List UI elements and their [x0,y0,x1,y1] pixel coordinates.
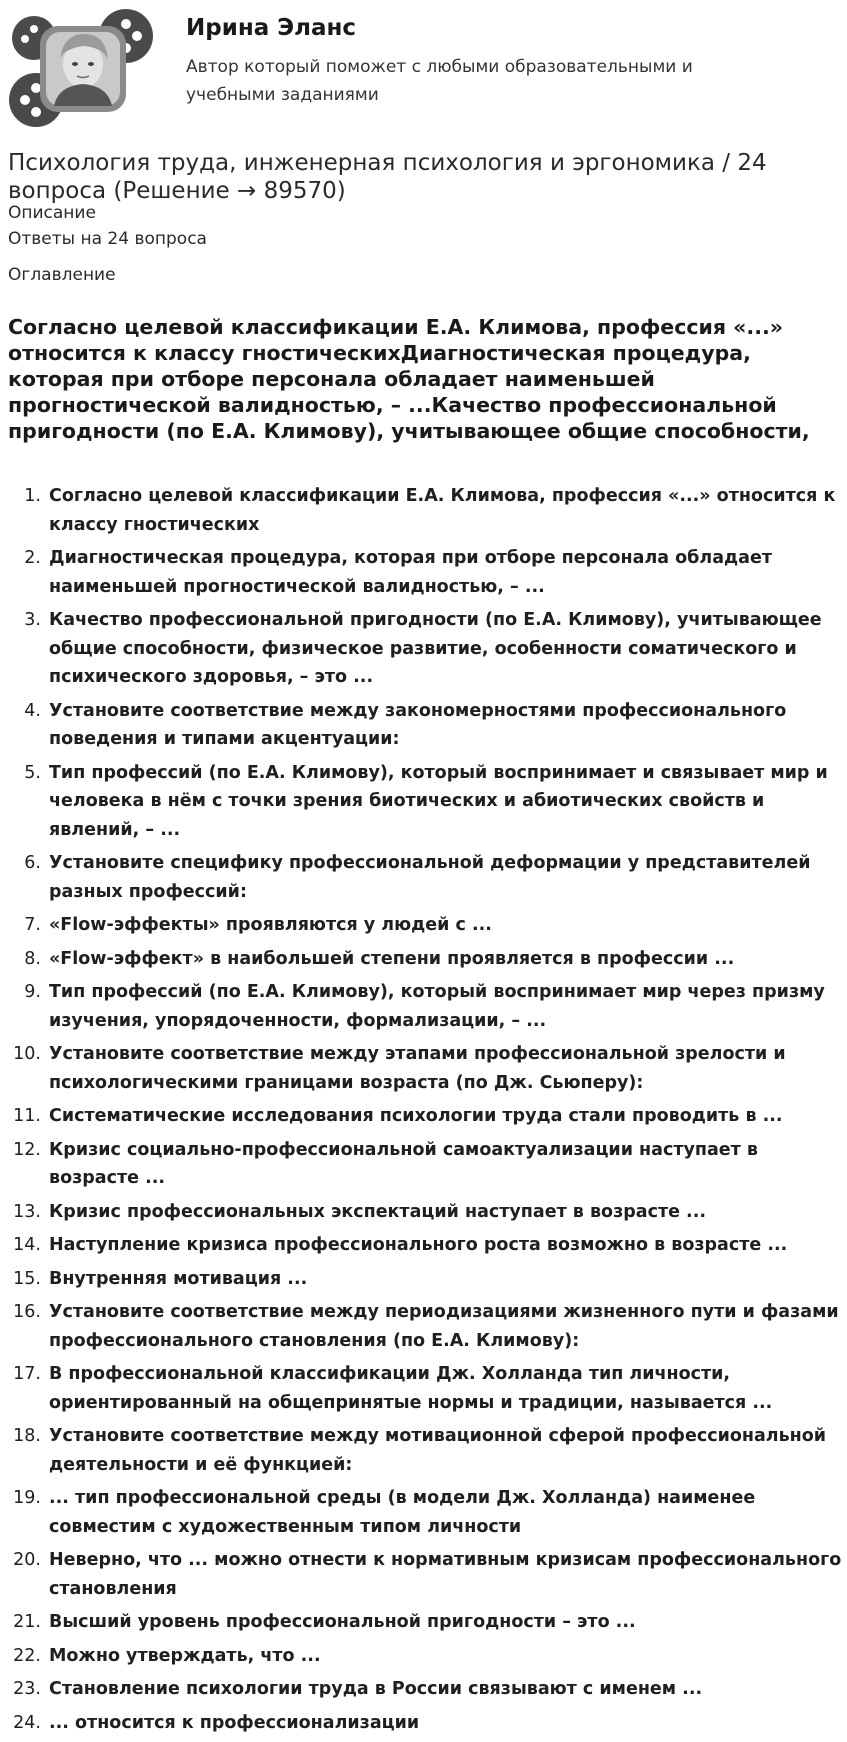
toc-item-number: 11. [13,1106,41,1126]
toc-list [8,482,843,1742]
toc-item-number: 20. [13,1550,41,1570]
author-avatar[interactable] [8,8,154,128]
toc-item-text: ... относится к профессионализации [49,1712,420,1733]
toc-item-number: 1. [24,486,41,506]
toc-item-text: Систематические исследования психологии труда стали проводить в ... [49,1106,783,1126]
toc-item-number: 13. [13,1201,41,1222]
toc-item [8,911,843,940]
toc-item [8,1040,843,1097]
toc-item-number: 4. [24,700,41,721]
toc-item-number: 8. [24,948,41,969]
toc-item-text: Наступление кризиса профессионального роста возможно в возрасте ... [49,1235,788,1255]
toc-item-number: 6. [24,853,41,873]
toc-item-text: Становление психологии труда в России связывают с именем ... [49,1679,703,1699]
toc-item [8,697,843,754]
toc-item-text: ... тип профессиональной среды (в модели Дж. Холланда) наименее совместим с художественным типом личности [49,1488,756,1537]
toc-item [8,759,843,845]
toc-item [8,1231,843,1260]
author-description: Автор который поможет с любыми образовательными и учебными заданиями [186,57,693,105]
toc-item [8,1360,843,1417]
toc-item-text: Высший уровень профессиональной пригодности – это ... [49,1612,636,1632]
toc-item [8,1422,843,1479]
toc-item-text: Установите соответствие между мотивационной сферой профессиональной деятельности и её функцией: [49,1426,827,1475]
toc-item-text: В профессиональной классификации Дж. Холланда тип личности, ориентированный на общепринятые нормы и традиции, называется ... [49,1364,773,1413]
toc-item-text: Качество профессиональной пригодности (по Е.А. Климову), учитывающее общие способности, физическое развитие, особенности соматического и психического здоровья, – это ... [49,610,822,687]
toc-item-number: 18. [13,1426,41,1446]
toc-item-number: 19. [13,1488,41,1508]
toc-item-number: 7. [24,915,41,935]
toc-item-number: 10. [13,1044,41,1064]
toc-item-number: 5. [24,762,41,783]
toc-item-text: Установите соответствие между периодизациями жизненного пути и фазами профессионального становления (по Е.А. Климову): [49,1302,839,1351]
toc-item-number: 17. [13,1364,41,1384]
toc-item [8,945,843,974]
toc-item-text: Установите соответствие между закономерностями профессионального поведения и типами акцентуации: [49,700,787,749]
toc-item-number: 22. [13,1645,41,1666]
toc-item-text: Можно утверждать, что ... [49,1645,321,1666]
toc-item-text: «Flow-эффекты» проявляются у людей с ... [49,915,492,935]
toc-item [8,1484,843,1541]
toc-item-number: 2. [24,548,41,568]
toc-item-text: Установите соответствие между этапами профессиональной зрелости и психологическими границами возраста (по Дж. Сьюперу): [49,1044,786,1093]
toc-item-text: Диагностическая процедура, которая при отборе персонала обладает наименьшей прогностической валидностью, – ... [49,548,772,597]
toc-item-number: 9. [24,982,41,1002]
author-card [8,8,838,128]
toc-item [8,1608,843,1637]
toc-item-number: 15. [13,1268,41,1289]
toc-item [8,978,843,1035]
toc-item [8,482,843,539]
toc-item [8,1546,843,1603]
toc-item-number: 21. [13,1612,41,1632]
toc-item-text: Тип профессий (по Е.А. Климову), который воспринимает мир через призму изучения, упорядоченности, формализации, – ... [49,982,825,1031]
toc-summary: Согласно целевой классификации Е.А. Климова, профессия «...» относится к классу гностическихДиагностическая процедура, которая при отборе персонала обладает наименьшей прогностической валидностью, – ...Качество профессиональной пригодности (по Е.А. Климову), учитывающее общие способности, [8,315,810,443]
toc-item-text: Кризис социально-профессиональной самоактуализации наступает в возрасте ... [49,1139,758,1188]
toc-item [8,1136,843,1193]
toc-item-text: Установите специфику профессиональной деформации у представителей разных профессий: [49,853,811,902]
toc-item-number: 24. [13,1712,41,1733]
toc-item-number: 16. [13,1302,41,1322]
toc-item-text: Тип профессий (по Е.А. Климову), который воспринимает и связывает мир и человека в нём с точки зрения биотических и абиотических свойств и явлений, – ... [49,762,828,840]
toc-item-text: Согласно целевой классификации Е.А. Климова, профессия «...» относится к классу гностических [49,486,836,535]
toc-item-number: 3. [24,610,41,630]
toc-label: Оглавление [8,265,116,285]
toc-item-number: 23. [13,1679,41,1699]
toc-item [8,1265,843,1294]
description-label: Описание [8,203,96,223]
toc-item [8,544,843,601]
description-text: Ответы на 24 вопроса [8,229,207,249]
page-title: Психология труда, инженерная психология и эргономика / 24 вопроса (Решение → 89570) [8,150,767,204]
toc-item [8,1198,843,1227]
toc-item-text: Внутренняя мотивация ... [49,1268,308,1289]
toc-item-number: 12. [13,1139,41,1160]
toc-item [8,606,843,692]
toc-item [8,1642,843,1671]
toc-item [8,1709,843,1738]
toc-item [8,849,843,906]
toc-item-text: «Flow-эффект» в наибольшей степени проявляется в профессии ... [49,948,735,969]
toc-item-number: 14. [13,1235,41,1255]
toc-item [8,1298,843,1355]
toc-item [8,1675,843,1704]
toc-item-text: Кризис профессиональных экспектаций наступает в возрасте ... [49,1201,706,1222]
toc-item [8,1102,843,1131]
author-name[interactable]: Ирина Эланс [186,15,357,41]
toc-item-text: Неверно, что ... можно отнести к нормативным кризисам профессионального становления [49,1550,842,1599]
